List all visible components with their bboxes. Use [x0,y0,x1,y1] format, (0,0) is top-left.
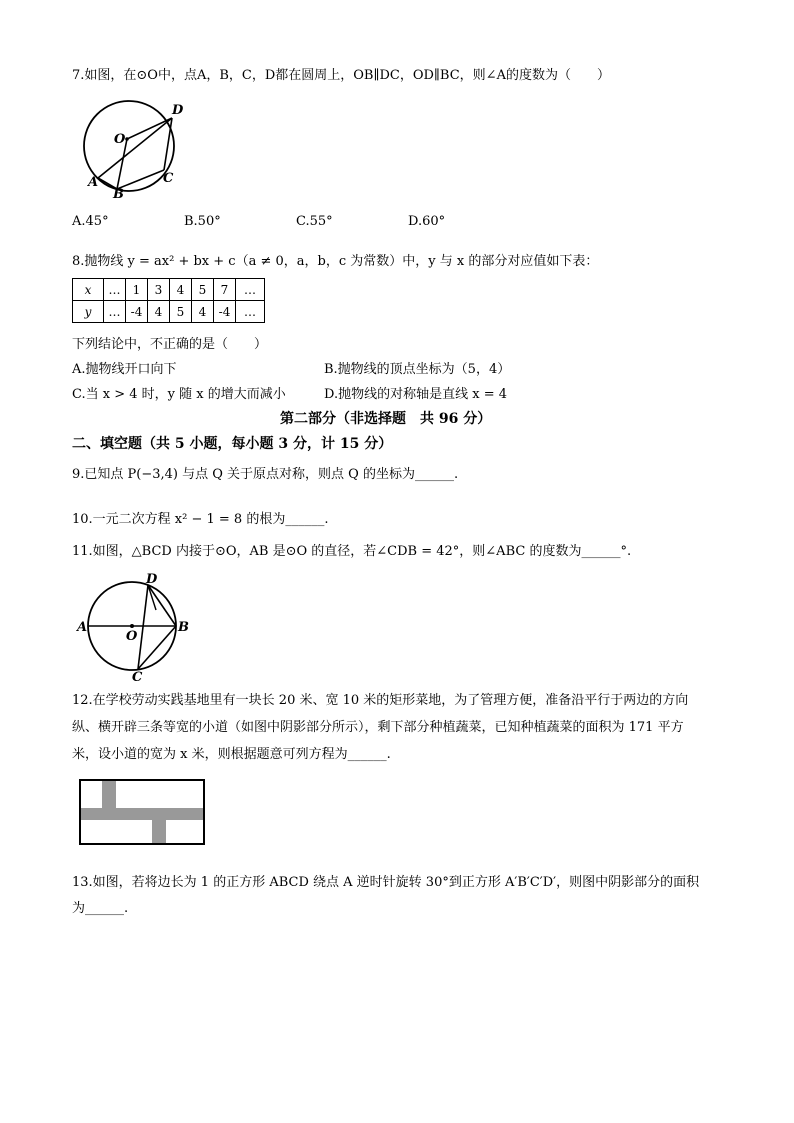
table-cell: -4 [126,301,148,323]
q12-line3: 米，设小道的宽为 x 米，则根据题意可列方程为______. [72,747,391,762]
q11-label-d: D [146,572,158,587]
q11-text: 11.如图，△BCD 内接于⊙O，AB 是⊙O 的直径，若∠CDB = 42°，则∠ABC 的度数为______°. [72,544,632,559]
table-cell: x [73,279,104,301]
table-cell: -4 [214,301,236,323]
section2-title: 二、填空题（共 5 小题，每小题 3 分，计 15 分） [72,436,393,452]
q13-line1: 13.如图，若将边长为 1 的正方形 ABCD 绕点 A 逆时针旋转 30°到正方形 A′B′C′D′，则图中阴影部分的面积 [72,875,700,890]
q11-label-o: O [126,629,138,644]
table-row [73,301,265,323]
table-cell: y [73,301,104,323]
table-cell: 4 [170,279,192,301]
table-cell: 5 [170,301,192,323]
q7-option-d: D.60° [408,214,446,229]
table-cell: … [236,301,265,323]
q12-rectangle-figure [78,778,206,848]
q12-line2: 纵、横开辟三条等宽的小道（如图中阴影部分所示），剩下部分种植蔬菜，已知种植蔬菜的面积为 171 平方 [72,720,684,735]
table-cell: … [104,301,126,323]
table-cell: … [104,279,126,301]
q8-option-d: D.抛物线的对称轴是直线 x = 4 [324,387,507,402]
table-cell: 4 [148,301,170,323]
part2-title: 第二部分（非选择题 共 96 分） [280,411,492,427]
q9-text: 9.已知点 P(−3,4) 与点 Q 关于原点对称，则点 Q 的坐标为______. [72,467,459,482]
q7-label-b: B [113,187,124,200]
table-cell: 5 [192,279,214,301]
q8-prompt: 下列结论中，不正确的是（ ） [72,337,268,352]
q8-option-b: B.抛物线的顶点坐标为（5，4） [324,362,511,377]
q8-value-table [72,278,265,323]
table-cell: … [236,279,265,301]
q12-line1: 12.在学校劳动实践基地里有一块长 20 米、宽 10 米的矩形菜地，为了管理方便，准备沿平行于两边的方向 [72,693,689,708]
table-cell: 7 [214,279,236,301]
table-cell: 1 [126,279,148,301]
q11-label-c: C [132,670,143,682]
q13-line2: 为______. [72,901,129,916]
table-cell: 3 [148,279,170,301]
q8-option-c: C.当 x > 4 时，y 随 x 的增大而减小 [72,387,286,402]
q7-label-c: C [163,171,174,186]
q7-option-a: A.45° [72,214,109,229]
q7-label-o: O [114,132,126,147]
q11-label-b: B [178,620,189,635]
q8-text: 8.抛物线 y = ax² + bx + c（a ≠ 0，a，b，c 为常数）中，y 与 x 的部分对应值如下表： [72,254,599,269]
table-row [73,279,265,301]
q7-circle-figure [70,92,185,200]
q7-label-d: D [172,103,184,118]
q7-label-a: A [88,175,99,190]
q11-circle-figure [76,570,191,682]
q10-text: 10.一元二次方程 x² − 1 = 8 的根为______. [72,512,329,527]
q7-text: 7.如图，在⊙O中，点A，B，C，D都在圆周上，OB∥DC，OD∥BC，则∠A的度数为（ ） [72,68,610,83]
q8-option-a: A.抛物线开口向下 [72,362,177,377]
q11-label-a: A [77,620,88,635]
table-cell: 4 [192,301,214,323]
q7-option-b: B.50° [184,214,221,229]
q7-option-c: C.55° [296,214,333,229]
